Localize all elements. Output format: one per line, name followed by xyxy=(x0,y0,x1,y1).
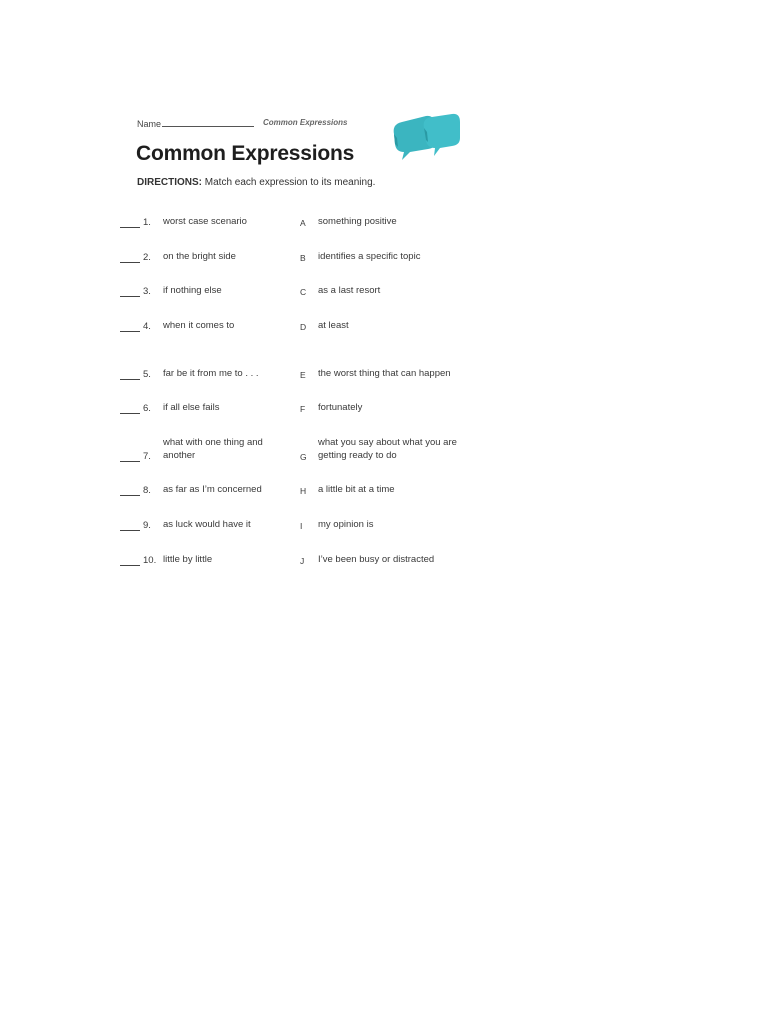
meaning: what you say about what you are getting ready to do xyxy=(318,437,457,461)
item-number: 4. xyxy=(143,321,151,332)
expression: when it comes to xyxy=(163,320,235,331)
meaning: a little bit at a time xyxy=(318,484,395,495)
answer-blank[interactable] xyxy=(120,379,140,380)
match-row xyxy=(120,466,460,496)
name-label: Name xyxy=(137,119,162,129)
item-number: 8. xyxy=(143,485,151,496)
expression: far be it from me to . . . xyxy=(163,368,259,379)
answer-blank[interactable] xyxy=(120,461,140,462)
meaning-letter: G xyxy=(300,452,307,462)
meaning: fortunately xyxy=(318,402,363,413)
meaning-letter: D xyxy=(300,322,307,332)
item-number: 1. xyxy=(143,217,151,228)
directions-text: Match each expression to its meaning. xyxy=(202,177,376,188)
expression: if all else fails xyxy=(163,402,220,413)
item-number: 9. xyxy=(143,520,151,531)
item-number: 2. xyxy=(143,252,151,263)
match-row xyxy=(120,501,460,531)
answer-blank[interactable] xyxy=(120,331,140,332)
match-row xyxy=(120,536,460,566)
answer-blank[interactable] xyxy=(120,296,140,297)
meaning: identifies a specific topic xyxy=(318,251,421,262)
meaning-letter: C xyxy=(300,287,307,297)
meaning: I’ve been busy or distracted xyxy=(318,554,435,565)
item-number: 3. xyxy=(143,286,151,297)
speech-bubbles-icon xyxy=(388,112,464,166)
meaning-letter: E xyxy=(300,370,306,380)
meaning: my opinion is xyxy=(318,519,374,530)
meaning-letter: I xyxy=(300,521,303,531)
answer-blank[interactable] xyxy=(120,413,140,414)
item-number: 7. xyxy=(143,451,151,462)
expression: as far as I’m concerned xyxy=(163,484,262,495)
match-row xyxy=(120,302,460,332)
running-header-title: Common Expressions xyxy=(263,118,348,127)
meaning: as a last resort xyxy=(318,285,381,296)
directions-label: DIRECTIONS: xyxy=(137,177,202,188)
expression: if nothing else xyxy=(163,285,222,296)
answer-blank[interactable] xyxy=(120,565,140,566)
meaning-letter: B xyxy=(300,253,306,263)
match-row xyxy=(120,384,460,414)
meaning-letter: F xyxy=(300,404,306,414)
directions xyxy=(137,177,375,188)
expression: what with one thing and another xyxy=(163,437,263,461)
item-number: 6. xyxy=(143,403,151,414)
match-row xyxy=(120,350,460,380)
item-number: 5. xyxy=(143,369,151,380)
page-title: Common Expressions xyxy=(136,142,355,165)
item-number: 10. xyxy=(143,555,157,566)
match-row xyxy=(120,267,460,297)
meaning-letter: A xyxy=(300,218,306,228)
expression: on the bright side xyxy=(163,251,236,262)
expression: little by little xyxy=(163,554,213,565)
expression: worst case scenario xyxy=(163,216,247,227)
match-row xyxy=(120,233,460,263)
answer-blank[interactable] xyxy=(120,495,140,496)
name-field-line xyxy=(137,117,254,129)
answer-blank[interactable] xyxy=(120,530,140,531)
meaning-letter: H xyxy=(300,486,307,496)
meaning: at least xyxy=(318,320,349,331)
meaning: the worst thing that can happen xyxy=(318,368,451,379)
expression: as luck would have it xyxy=(163,519,251,530)
name-blank[interactable] xyxy=(162,117,254,127)
answer-blank[interactable] xyxy=(120,227,140,228)
match-row xyxy=(120,432,460,462)
match-row xyxy=(120,198,460,228)
meaning-letter: J xyxy=(300,556,305,566)
meaning: something positive xyxy=(318,216,397,227)
answer-blank[interactable] xyxy=(120,262,140,263)
